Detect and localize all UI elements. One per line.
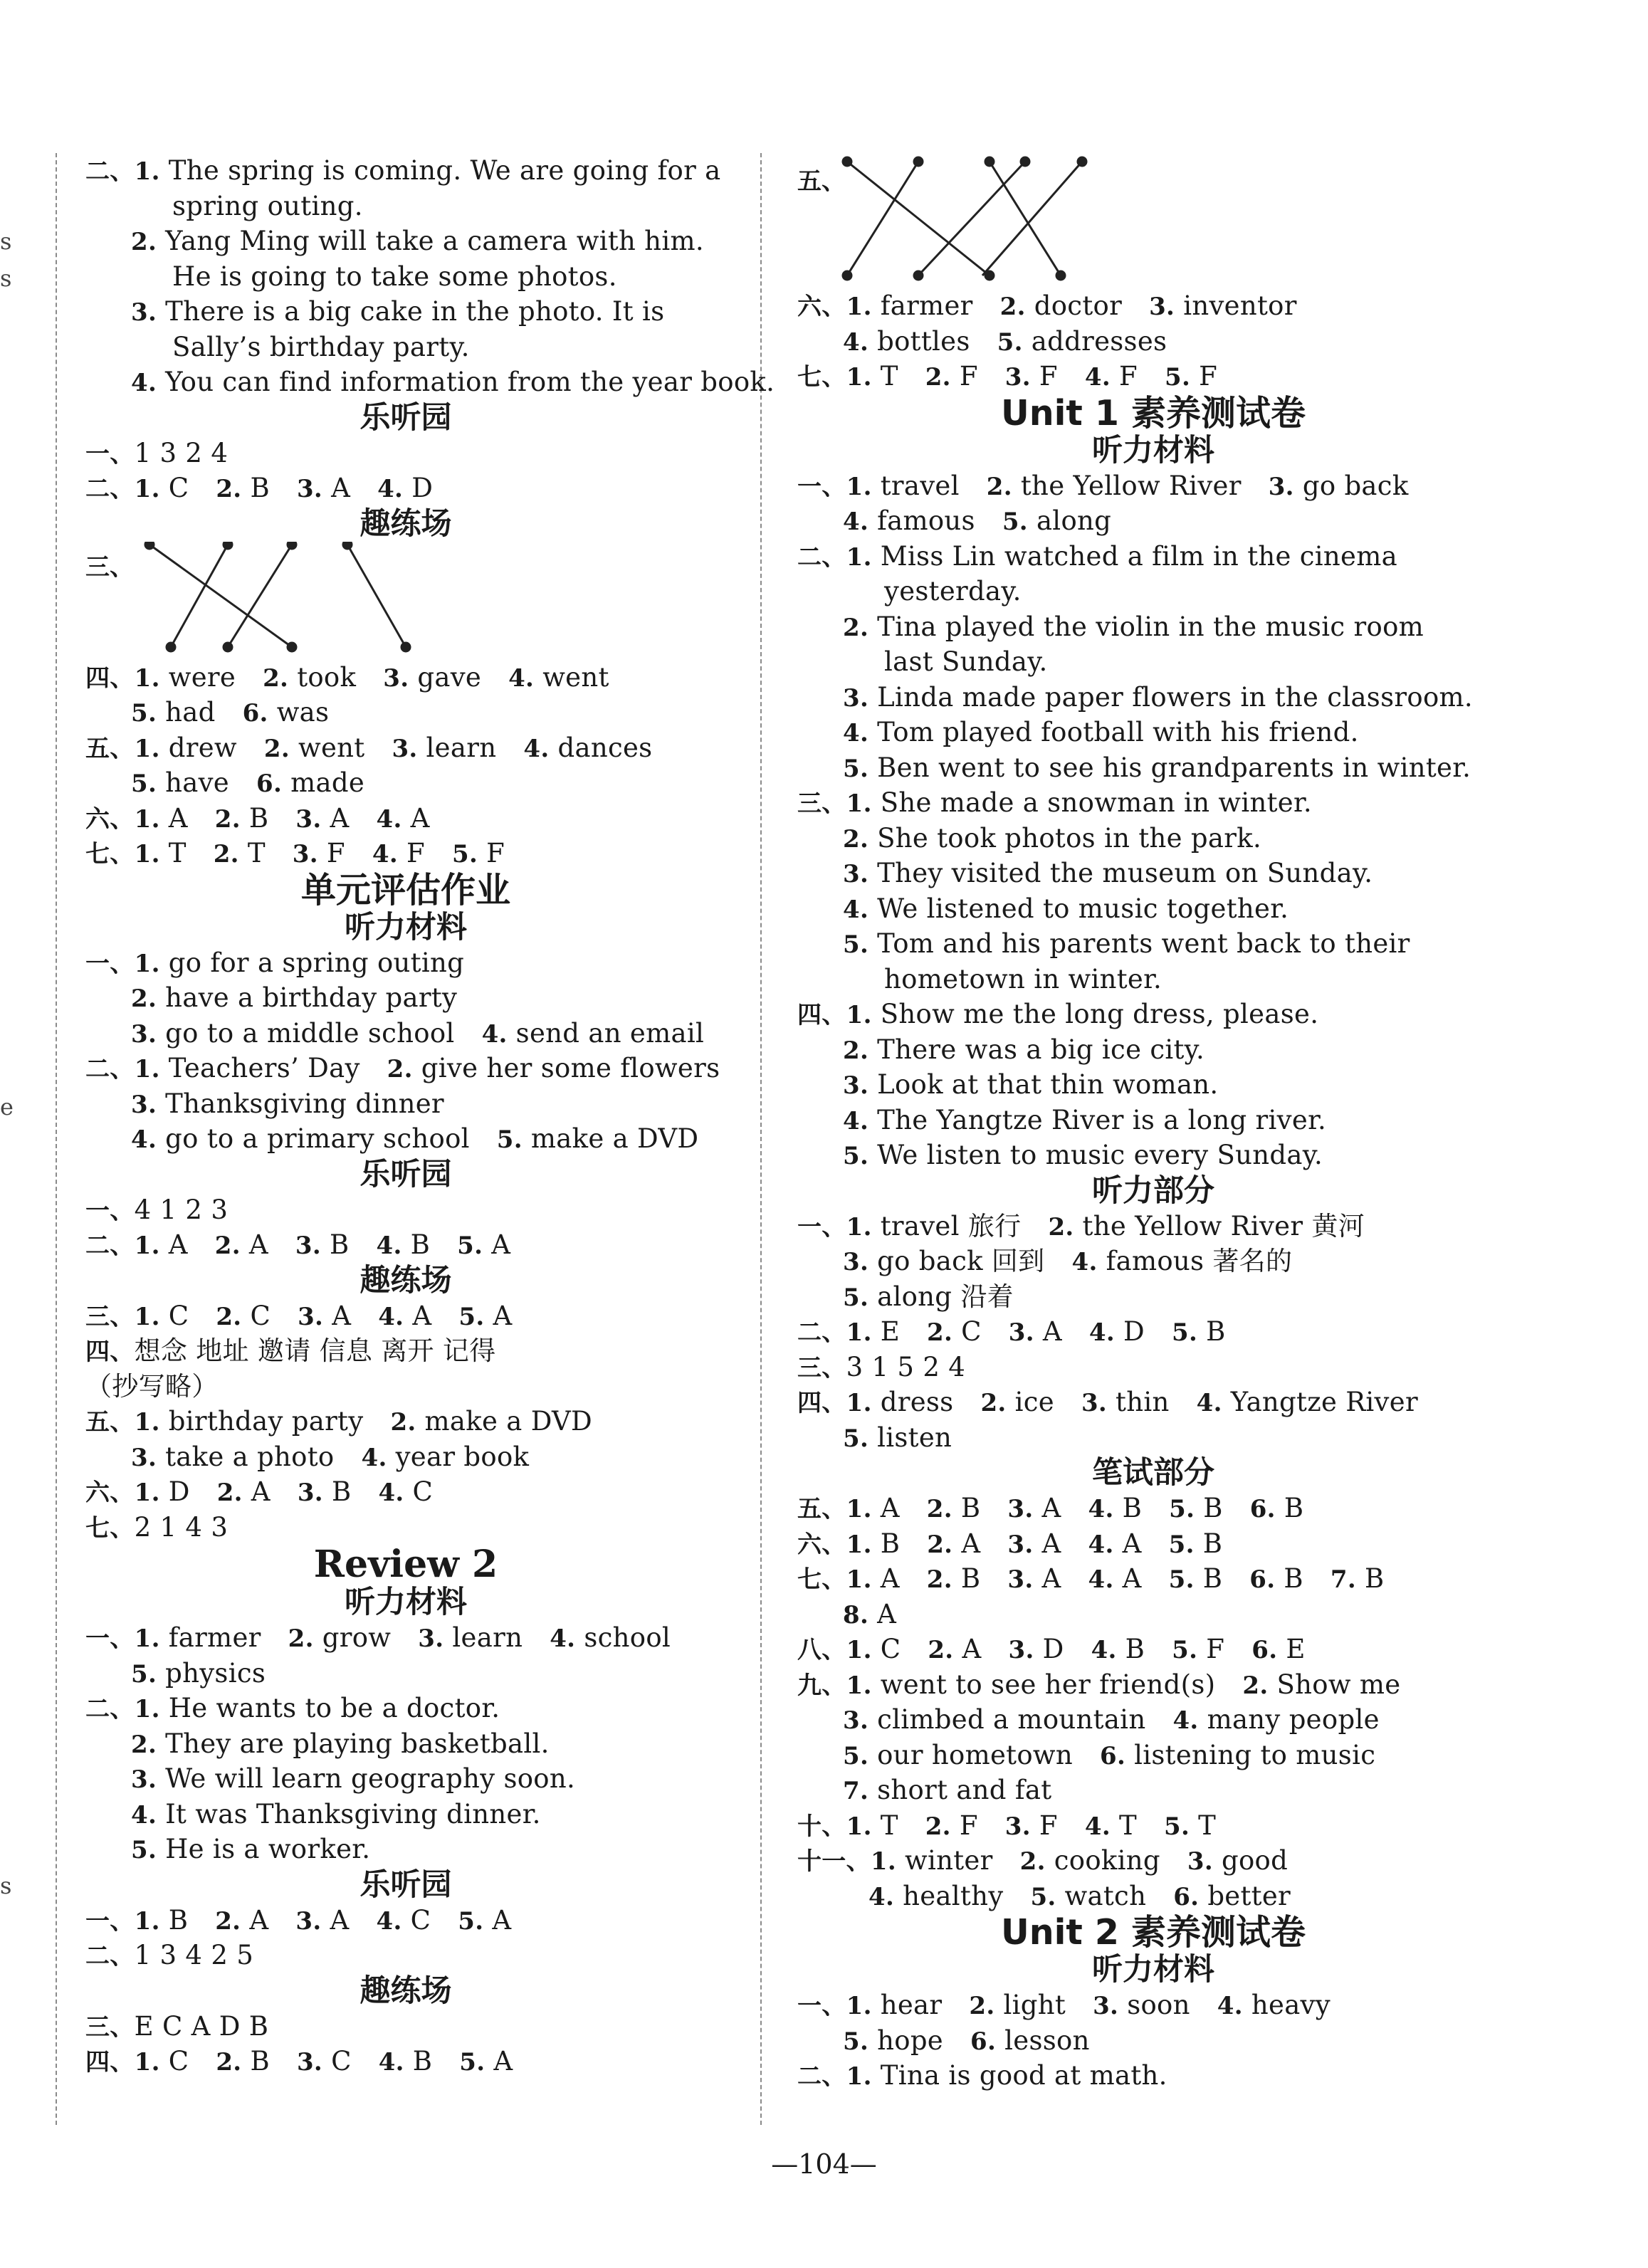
section-label: 四、: [85, 1338, 135, 1366]
answer-text: 1 3 4 2 5: [134, 1940, 254, 1970]
answer-text: Show me the long dress, please.: [880, 999, 1319, 1029]
answer-text: learn: [452, 1622, 523, 1653]
answer-text: A: [961, 1528, 981, 1559]
answer-text: listen: [877, 1422, 952, 1453]
answer-text: B: [960, 1493, 981, 1523]
section-label: 三、: [797, 1353, 846, 1382]
answer-text: travel: [880, 470, 960, 501]
answer-text: many people: [1207, 1704, 1380, 1735]
answer-text: 3 1 5 2 4: [846, 1351, 966, 1382]
answer-text: went: [542, 661, 609, 693]
section-heading: 听力材料: [345, 1585, 467, 1620]
answer-text: winter: [905, 1845, 993, 1876]
section-label: 十、: [797, 1812, 846, 1841]
section-label: 二、: [797, 1318, 846, 1347]
section-label: 五、: [85, 734, 135, 763]
answer-text: Yang Ming will take a camera with him.: [165, 226, 704, 256]
answer-text: A: [493, 1300, 513, 1331]
answer-text: thin: [1116, 1387, 1170, 1417]
answer-text: The spring is coming. We are going for a: [168, 155, 721, 186]
edge-char: s: [0, 1872, 12, 1899]
answer-text: A: [493, 2046, 513, 2077]
answer-text: We will learn geography soon.: [165, 1763, 576, 1794]
answer-text: Miss Lin watched a film in the cinema: [880, 540, 1397, 572]
answer-text: T: [247, 838, 266, 868]
answer-text: T: [880, 1810, 898, 1841]
answer-text: C: [168, 2046, 189, 2077]
answer-text: ice: [1014, 1387, 1054, 1417]
answer-text: A: [1042, 1316, 1062, 1347]
answer-text: grow: [322, 1622, 392, 1653]
section-label: 四、: [797, 1001, 846, 1029]
answer-text: T: [880, 361, 898, 392]
answer-text: A: [1041, 1528, 1061, 1559]
answer-text: birthday party: [168, 1406, 364, 1437]
section-label: 六、: [797, 293, 846, 321]
answer-text: along 沿着: [877, 1281, 1014, 1312]
section-label: 二、: [85, 475, 135, 503]
page-number: —104—: [771, 2148, 877, 2180]
answer-text: A: [410, 802, 430, 834]
answer-text: B: [331, 1476, 352, 1507]
answer-text: the Yellow River: [1020, 470, 1242, 501]
answer-text: B: [1203, 1493, 1223, 1523]
answer-text: B: [250, 2046, 270, 2077]
answer-text: A: [962, 1634, 982, 1664]
section-title: Review 2: [313, 1543, 498, 1586]
answer-text: B: [250, 473, 270, 503]
section-label: 二、: [797, 542, 846, 572]
section-label: 四、: [797, 1389, 846, 1417]
section-label: 七、: [797, 1565, 846, 1594]
answer-text: F: [1206, 1634, 1225, 1664]
answer-text: had: [165, 697, 216, 728]
answer-text: They are playing basketball.: [165, 1728, 550, 1759]
answer-text: went to see her friend(s): [880, 1669, 1216, 1700]
answer-text: go back 回到: [877, 1246, 1045, 1276]
edge-char: s: [0, 265, 12, 292]
answer-text: spring outing.: [172, 190, 363, 221]
answer-text: gave: [417, 661, 482, 693]
answer-text: heavy: [1251, 1990, 1331, 2020]
answer-text: C: [168, 1300, 189, 1331]
answer-text: addresses: [1031, 325, 1167, 357]
answer-text: He is a worker.: [165, 1834, 371, 1864]
answer-text: B: [1364, 1563, 1385, 1594]
answer-text: school: [584, 1622, 671, 1653]
answer-text: It was Thanksgiving dinner.: [165, 1798, 541, 1829]
answer-text: E: [1286, 1634, 1306, 1664]
answer-text: F: [1119, 361, 1138, 392]
answer-text: Show me: [1276, 1669, 1401, 1700]
answer-text: A: [168, 1229, 188, 1260]
answer-text: She took photos in the park.: [877, 822, 1262, 854]
answer-text: made: [290, 767, 365, 798]
section-label: 三、: [85, 552, 134, 582]
answer-text: There is a big cake in the photo. It is: [165, 296, 665, 327]
section-label: 三、: [85, 1302, 135, 1331]
answer-text: A: [492, 1904, 512, 1936]
answer-text: A: [877, 1598, 897, 1629]
answer-text: travel 旅行: [880, 1210, 1022, 1241]
answer-text: was: [276, 697, 330, 728]
edge-char: e: [0, 1093, 14, 1120]
answer-text: listening to music: [1134, 1739, 1376, 1770]
section-label: 七、: [85, 840, 135, 868]
answer-text: yesterday.: [884, 576, 1022, 607]
answer-text: last Sunday.: [884, 646, 1048, 677]
center-column-rule: [760, 153, 762, 2125]
answer-text: B: [330, 1229, 350, 1260]
section-label: 一、: [85, 949, 135, 978]
answer-text: We listen to music every Sunday.: [877, 1140, 1323, 1170]
answer-text: F: [406, 838, 425, 868]
section-label: 八、: [797, 1636, 846, 1664]
section-title: 单元评估作业: [300, 869, 510, 910]
answer-text: We listened to music together.: [877, 893, 1289, 924]
answer-text: Linda made paper flowers in the classroom.: [877, 681, 1473, 713]
answer-text: Tina played the violin in the music room: [877, 611, 1424, 642]
answer-text: were: [168, 661, 236, 693]
answer-text: Teachers’ Day: [168, 1053, 360, 1083]
answer-text: farmer: [880, 290, 973, 321]
answer-text: physics: [165, 1657, 266, 1689]
section-label: 一、: [85, 1196, 135, 1225]
answer-text: go for a spring outing: [168, 947, 465, 978]
answer-text: dress: [880, 1387, 954, 1417]
answer-text: B: [412, 2046, 433, 2077]
section-heading: 听力部分: [1092, 1172, 1214, 1209]
answer-text: Tina is good at math.: [880, 2060, 1167, 2091]
answer-text: B: [1284, 1563, 1303, 1594]
answer-text: the Yellow River 黄河: [1082, 1210, 1365, 1241]
answer-text: B: [1202, 1528, 1223, 1559]
answer-text: B: [168, 1904, 189, 1936]
answer-text: F: [959, 1810, 978, 1841]
answer-text: A: [331, 473, 351, 503]
section-label: 六、: [85, 1479, 135, 1507]
section-label: 五、: [797, 167, 846, 196]
section-heading: 趣练场: [359, 1262, 452, 1298]
answer-text: A: [412, 1300, 432, 1331]
left-column: 二、1. The spring is coming. We are going for a spring outing. 2. Yang Ming will take a camera with him. He is going to take some photos. 3. There is a big cake in the photo. It is Sally’s birthday party. 4. You can find information from the year book. 乐听园 一、1 3 2 4 二、1. C 2. B 3. A 4. D 趣练场 三、 四、1. were 2. took 3. gave 4. went 5. had 6. was 五、1. drew 2. went 3. learn 4. dances 5. have 6. made 六、1. A 2. B 3. A 4. A 七、1. T 2. T 3. F 4. F 5. F 单元评估作业 听力材料 一、1. go for a spring outing 2. have a birthday party 3. go to a middle school 4. send an email 二、1. Teachers’ Day 2. give her some flowers 3. Thanksgiving dinner 4. go to a primary school 5. make a DVD 乐听园 一、4 1 2 3 二、1. A 2. A 3. B 4. B 5. A 趣练场 三、1. C 2. C 3. A 4. A 5. A 四、想念 地址 邀请 信息 离开 记得 （抄写略） 五、1. birthday party 2. make a DVD 3. take a photo 4. year book 六、1. D 2. A 3. B 4. C 七、2 1 4 3 Review 2 听力材料 一、1. farmer 2. grow 3. learn 4. school 5. physics 二、1. He wants to be a doctor. 2. They are playing basketball. 3. We will learn geography soon. 4. It was Thanksgiving dinner. 5. He is a worker. 乐听园 一、1. B 2. A 3. A 4. C 5. A 二、1 3 4 2 5 趣练场 三、E C A D B 四、1. C 2. B 3. C 4. B 5. A: [85, 153, 726, 2079]
section-label: 二、: [85, 1055, 135, 1083]
answer-text: A: [1041, 1493, 1061, 1523]
answer-text: B: [1206, 1316, 1226, 1347]
matching-lines: [840, 153, 1139, 288]
answer-text: hope: [877, 2025, 943, 2056]
answer-text: A: [491, 1229, 511, 1260]
answer-text: Thanksgiving dinner: [165, 1088, 444, 1119]
answer-text: inventor: [1183, 290, 1297, 321]
right-column: 五、 六、1. farmer 2. doctor 3. inventor 4. bottles 5. addresses 七、1. T 2. F 3. F 4. F 5. F Unit 1 素养测试卷 听力材料 一、1. travel 2. the Yellow River 3. go back 4. famous 5. along 二、1. Miss Lin watched a film in the cinema yesterday. 2. Tina played the violin in the music room last Sunday. 3. Linda made paper flowers in the classroom. 4. Tom played football with his friend. 5. Ben went to see his grandparents in winter. 三、1. She made a snowman in winter. 2. She took photos in the park. 3. They visited the museum on Sunday. 4. We listened to music together. 5. Tom and his parents went back to their hometown in winter. 四、1. Show me the long dress, please. 2. There was a big ice city. 3. Look at that thin woman. 4. The Yangtze River is a long river. 5. We listen to music every Sunday. 听力部分 一、1. travel 旅行 2. the Yellow River 黄河 3. go back 回到 4. famous 著名的 5. along 沿着 二、1. E 2. C 3. A 4. D 5. B 三、3 1 5 2 4 四、1. dress 2. ice 3. thin 4. Yangtze River 5. listen 笔试部分 五、1. A 2. B 3. A 4. B 5. B 6. B 六、1. B 2. A 3. A 4. A 5. B 七、1. A 2. B 3. A 4. A 5. B 6. B 7. B 8. A 八、1. C 2. A 3. D 4. B 5. F 6. E 九、1. went to see her friend(s) 2. Show me 3. climbed a mountain 4. many people 5. our hometown 6. listening to music 7. short and fat 十、1. T 2. F 3. F 4. T 5. T 十一、1. winter 2. cooking 3. good 4. healthy 5. watch 6. better Unit 2 素养测试卷 听力材料 一、1. hear 2. light 3. soon 4. heavy 5. hope 6. lesson 二、1. Tina is good at math.: [797, 153, 1509, 2094]
section-label: 九、: [797, 1671, 846, 1700]
answer-text: B: [1284, 1493, 1304, 1523]
answer-note: （抄写略）: [85, 1370, 219, 1402]
section-label: 二、: [85, 1942, 135, 1970]
answer-text: 想念 地址 邀请 信息 离开 记得: [134, 1335, 496, 1366]
answer-text: along: [1036, 505, 1112, 536]
matching-diagram: [797, 153, 1509, 288]
answer-text: B: [410, 1229, 431, 1260]
section-label: 一、: [85, 1906, 135, 1936]
section-label: 五、: [797, 1495, 846, 1523]
answer-text: went: [298, 732, 365, 763]
answer-text: famous 著名的: [1106, 1246, 1293, 1276]
answer-text: A: [248, 1229, 268, 1260]
answer-text: B: [1122, 1493, 1143, 1523]
answer-text: 4 1 2 3: [134, 1194, 229, 1225]
answer-text: T: [168, 838, 187, 868]
section-heading: 听力材料: [1092, 1952, 1214, 1988]
answer-text: Tom and his parents went back to their: [877, 928, 1410, 959]
answer-text: F: [326, 838, 345, 868]
answer-text: famous: [877, 505, 975, 536]
matching-diagram: [85, 542, 726, 660]
section-label: 三、: [85, 2012, 135, 2042]
answer-text: C: [880, 1634, 901, 1664]
section-heading: 趣练场: [359, 505, 452, 542]
section-label: 四、: [85, 663, 135, 693]
answer-text: 1 3 2 4: [134, 437, 229, 468]
answer-text: dances: [557, 732, 653, 763]
answer-text: take a photo: [165, 1441, 335, 1472]
answer-text: A: [168, 802, 188, 834]
answer-text: A: [880, 1493, 900, 1523]
answer-text: B: [1125, 1634, 1145, 1664]
answer-text: go to a primary school: [165, 1123, 470, 1154]
answer-text: A: [1041, 1563, 1061, 1594]
answer-text: F: [486, 838, 505, 868]
section-label: 七、: [85, 1513, 135, 1543]
answer-text: F: [1039, 361, 1058, 392]
answer-text: healthy: [903, 1880, 1004, 1911]
answer-text: A: [1122, 1528, 1142, 1559]
answer-text: There was a big ice city.: [877, 1034, 1205, 1065]
answer-text: go back: [1302, 470, 1409, 501]
section-label: 一、: [85, 1624, 135, 1653]
section-heading: 乐听园: [359, 1867, 452, 1903]
section-label: 一、: [797, 1992, 846, 2020]
section-title: Unit 2 素养测试卷: [1000, 1912, 1306, 1953]
answer-text: A: [330, 802, 350, 834]
answer-text: climbed a mountain: [877, 1704, 1146, 1735]
section-label: 二、: [797, 2062, 846, 2091]
section-heading: 听力材料: [345, 909, 467, 945]
answer-text: C: [250, 1300, 271, 1331]
answer-text: send an email: [515, 1017, 705, 1049]
answer-text: E: [880, 1316, 901, 1347]
answer-text: soon: [1127, 1990, 1190, 2020]
answer-text: doctor: [1034, 290, 1123, 321]
answer-text: D: [411, 473, 434, 503]
section-heading: 乐听园: [359, 399, 452, 436]
answer-text: drew: [168, 732, 237, 763]
answer-text: lesson: [1004, 2025, 1090, 2056]
section-label: 一、: [797, 1212, 846, 1241]
section-heading: 笔试部分: [1092, 1455, 1214, 1491]
answer-text: D: [1123, 1316, 1145, 1347]
section-label: 六、: [797, 1530, 846, 1559]
answer-text: C: [412, 1476, 434, 1507]
answer-text: B: [1202, 1563, 1223, 1594]
answer-text: A: [330, 1904, 350, 1936]
answer-text: make a DVD: [424, 1406, 592, 1437]
answer-text: D: [168, 1476, 190, 1507]
answer-text: go to a middle school: [165, 1017, 455, 1049]
answer-text: short and fat: [877, 1775, 1052, 1805]
section-label: 五、: [85, 1408, 135, 1437]
answer-text: Look at that thin woman.: [877, 1069, 1219, 1100]
answer-text: cooking: [1054, 1845, 1160, 1876]
answer-text: watch: [1064, 1880, 1147, 1911]
answer-text: B: [960, 1563, 981, 1594]
answer-text: learn: [426, 732, 497, 763]
answer-text: give her some flowers: [421, 1053, 720, 1083]
section-label: 六、: [85, 804, 135, 834]
section-title: Unit 1 素养测试卷: [1000, 392, 1306, 434]
answer-text: 2 1 4 3: [134, 1511, 229, 1543]
answer-text: F: [1199, 361, 1218, 392]
answer-text: year book: [395, 1441, 530, 1472]
answer-text: T: [1119, 1810, 1137, 1841]
section-label: 二、: [85, 1232, 135, 1260]
section-heading: 听力材料: [1092, 432, 1214, 468]
answer-text: He wants to be a doctor.: [168, 1693, 500, 1723]
section-label: 一、: [797, 472, 846, 501]
section-label: 三、: [797, 789, 846, 818]
section-label: 四、: [85, 2048, 135, 2077]
answer-text: hometown in winter.: [884, 963, 1162, 994]
answer-text: took: [297, 661, 357, 693]
answer-text: You can find information from the year book.: [165, 367, 775, 397]
answer-text: B: [880, 1528, 901, 1559]
answer-text: A: [251, 1476, 271, 1507]
answer-text: C: [410, 1904, 431, 1936]
answer-text: Yangtze River: [1230, 1387, 1418, 1417]
answer-text: She made a snowman in winter.: [880, 787, 1312, 818]
answer-text: good: [1221, 1845, 1289, 1876]
answer-text: have a birthday party: [165, 982, 458, 1013]
answer-text: A: [332, 1300, 352, 1331]
answer-text: make a DVD: [530, 1123, 699, 1154]
answer-text: Sally’s birthday party.: [172, 331, 470, 362]
answer-text: light: [1003, 1990, 1066, 2020]
section-label: 二、: [85, 157, 135, 186]
answer-text: A: [249, 1904, 269, 1936]
section-label: 七、: [797, 363, 846, 392]
answer-text: E C A D B: [134, 2010, 269, 2042]
section-label: 一、: [85, 439, 135, 468]
answer-text: A: [1122, 1563, 1142, 1594]
answer-text: bottles: [877, 325, 970, 357]
answer-text: Tom played football with his friend.: [877, 717, 1359, 747]
section-heading: 乐听园: [359, 1156, 452, 1192]
answer-text: C: [331, 2046, 352, 2077]
answer-text: C: [961, 1316, 982, 1347]
answer-text: Ben went to see his grandparents in winter.: [877, 752, 1471, 783]
section-label: 二、: [85, 1695, 135, 1723]
answer-text: better: [1207, 1880, 1291, 1911]
answer-text: C: [168, 473, 189, 503]
answer-text: farmer: [168, 1622, 261, 1653]
section-label: 十一、: [797, 1847, 871, 1876]
answer-text: The Yangtze River is a long river.: [877, 1104, 1327, 1135]
answer-text: hear: [880, 1990, 943, 2020]
matching-lines: [121, 542, 420, 660]
answer-text: T: [1198, 1810, 1217, 1841]
answer-text: F: [959, 361, 978, 392]
answer-text: They visited the museum on Sunday.: [877, 858, 1373, 888]
answer-text: B: [248, 802, 269, 834]
answer-text: our hometown: [877, 1739, 1073, 1770]
left-column-rule: [56, 153, 57, 2125]
edge-char: s: [0, 228, 12, 255]
answer-text: F: [1039, 1810, 1058, 1841]
answer-text: A: [880, 1563, 900, 1594]
answer-text: have: [165, 767, 229, 798]
answer-text: He is going to take some photos.: [172, 261, 617, 292]
answer-text: D: [1042, 1634, 1064, 1664]
section-heading: 趣练场: [359, 1973, 452, 2009]
